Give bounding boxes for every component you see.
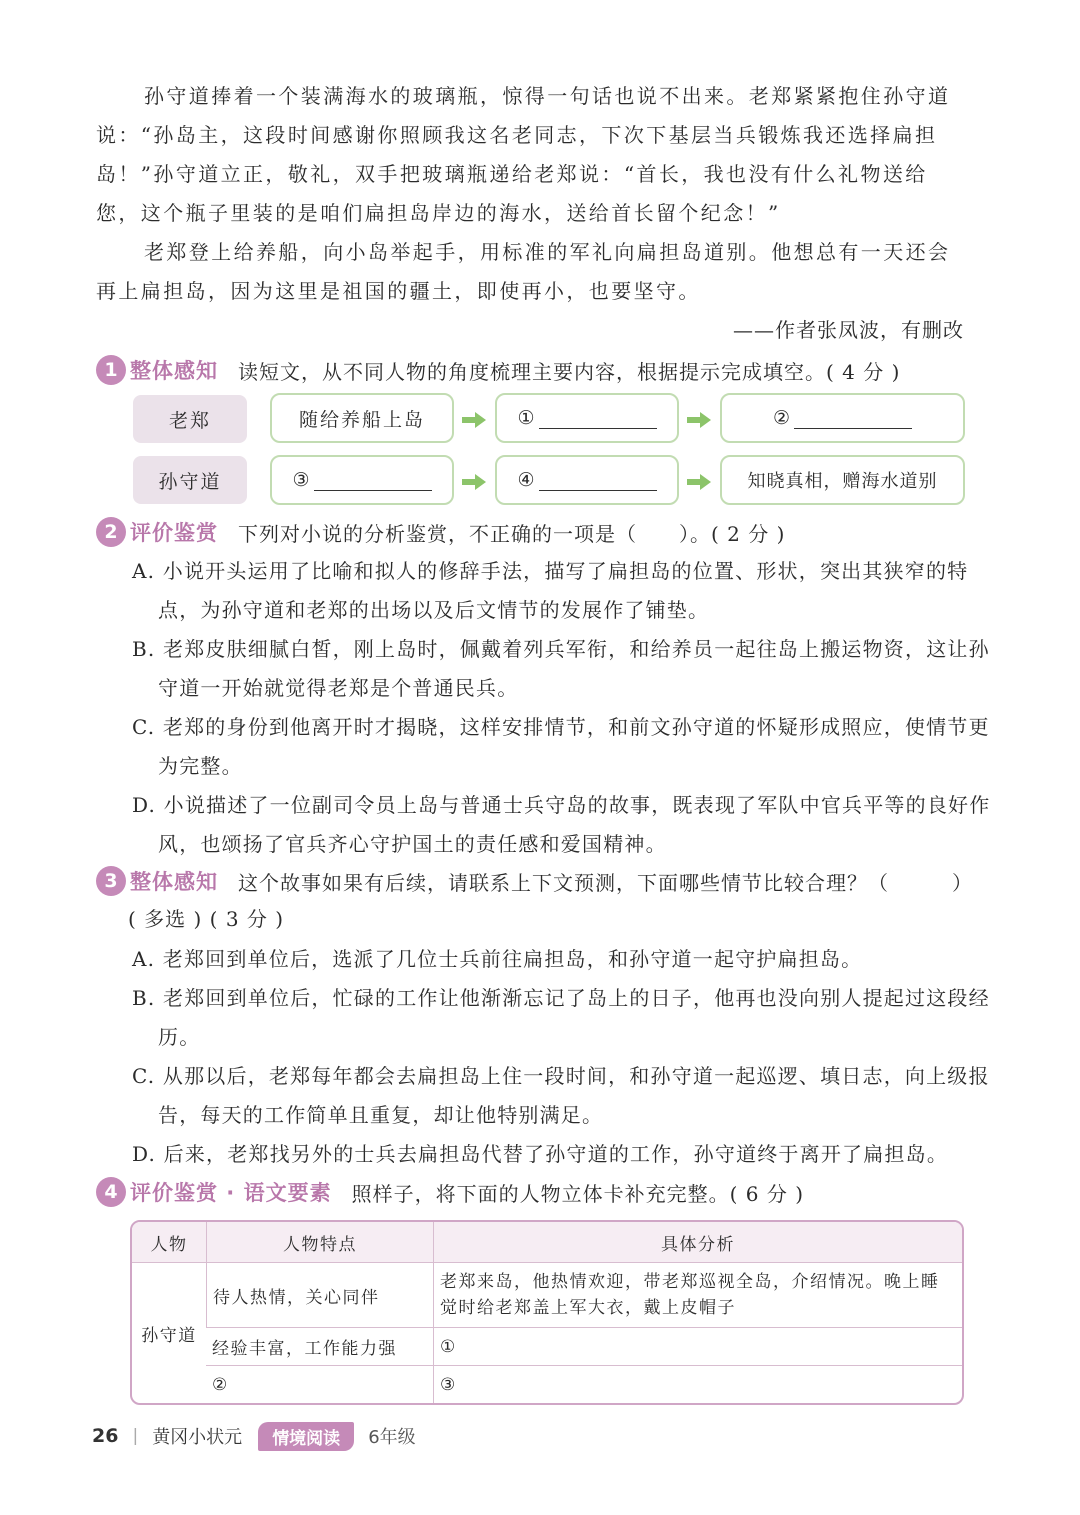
question-3-note: ( 多选 ) ( 3 分 ) <box>128 907 285 931</box>
question-number-badge: 1 <box>96 355 126 385</box>
arrow-right-icon <box>687 412 711 428</box>
option-a[interactable]: A. 老郑回到单位后，选派了几位士兵前往扁担岛，和孙守道一起守护扁担岛。 <box>132 947 863 971</box>
table-answer-cell[interactable]: ① <box>433 1327 962 1365</box>
brand-name: 黄冈小状元 <box>152 1427 243 1448</box>
question-tag: 评价鉴赏 <box>130 521 218 545</box>
question-text: 这个故事如果有后续，请联系上下文预测，下面哪些情节比较合理？（ ） <box>238 870 973 895</box>
option-d[interactable]: D. 后来，老郑找另外的士兵去扁担岛代替了孙守道的工作，孙守道终于离开了扁担岛。 <box>132 1142 949 1166</box>
flow-blank-2[interactable]: ② <box>720 393 965 443</box>
table-answer-cell[interactable]: ③ <box>433 1365 962 1403</box>
question-1-header <box>96 352 900 388</box>
option-b[interactable]: B. 老郑回到单位后，忙碌的工作让他渐渐忘记了岛上的日子，他再也没向别人提起过这段经历。 <box>132 986 990 1049</box>
flow-box: 知晓真相，赠海水道别 <box>720 455 965 505</box>
option-b[interactable]: B. 老郑皮肤细腻白皙，刚上岛时，佩戴着列兵军衔，和给养员一起往岛上搬运物资，这让孙守道一开始就觉得老郑是个普通民兵。 <box>132 637 990 700</box>
arrow-right-icon <box>462 412 486 428</box>
page-number: 26 <box>92 1425 119 1447</box>
option-c[interactable]: C. 老郑的身份到他离开时才揭晓，这样安排情节，和前文孙守道的怀疑形成照应，使情节更为完整。 <box>132 715 990 778</box>
table-header: 人物 <box>132 1222 206 1263</box>
flow-blank-3[interactable]: ③ <box>270 455 454 505</box>
story-attribution: ——作者张凤波，有删改 <box>733 318 964 342</box>
page-footer <box>92 1420 416 1452</box>
table-header: 具体分析 <box>433 1222 962 1263</box>
question-number-badge: 3 <box>96 866 126 896</box>
table-person-cell: 孙守道 <box>141 1325 197 1346</box>
flow-row-label-sunshoudao: 孙守道 <box>133 456 247 504</box>
question-tag: 整体感知 <box>130 359 218 383</box>
grade-label: 6年级 <box>368 1427 416 1448</box>
flow-blank-4[interactable]: ④ <box>495 455 679 505</box>
question-4-header <box>96 1174 804 1210</box>
character-card-table <box>130 1220 964 1405</box>
story-paragraph-1: 孙守道捧着一个装满海水的玻璃瓶，惊得一句话也说不出来。老郑紧紧抱住孙守道说：“孙岛主，这段时间感谢你照顾我这名老同志，下次下基层当兵锻炼我还选择扁担岛！”孙守道立正，敬礼，双手把玻璃瓶递给老郑说：“首长，我也没有什么礼物送给您，这个瓶子里装的是咱们扁担岛岸边的海水，送给首长留个纪念！” <box>96 84 951 225</box>
table-trait-cell: 经验丰富，工作能力强 <box>206 1327 433 1365</box>
question-text: 读短文，从不同人物的角度梳理主要内容，根据提示完成填空。( 4 分 ) <box>238 359 901 384</box>
question-text: 下列对小说的分析鉴赏，不正确的一项是（ ）。( 2 分 ) <box>238 521 786 546</box>
option-d[interactable]: D. 小说描述了一位副司令员上岛与普通士兵守岛的故事，既表现了军队中官兵平等的良好作风，也颂扬了官兵齐心守护国土的责任感和爱国精神。 <box>132 793 991 856</box>
arrow-right-icon <box>687 474 711 490</box>
option-a[interactable]: A. 小说开头运用了比喻和拟人的修辞手法，描写了扁担岛的位置、形状，突出其狭窄的特点，为孙守道和老郑的出场以及后文情节的发展作了铺垫。 <box>132 559 969 622</box>
table-answer-cell[interactable]: ② <box>206 1365 433 1403</box>
question-number-badge: 2 <box>96 517 126 547</box>
table-trait-cell: 待人热情，关心同伴 <box>206 1263 433 1327</box>
footer-divider: | <box>132 1426 139 1446</box>
table-header: 人物特点 <box>206 1222 433 1263</box>
question-2-header <box>96 514 785 550</box>
story-paragraph-2: 老郑登上给养船，向小岛举起手，用标准的军礼向扁担岛道别。他想总有一天还会再上扁担岛，因为这里是祖国的疆土，即使再小，也要坚守。 <box>96 240 951 303</box>
flow-row-label-laozheng: 老郑 <box>133 395 247 443</box>
series-badge: 情境阅读 <box>258 1422 354 1451</box>
question-tag: 评价鉴赏 · 语文要素 <box>130 1181 332 1205</box>
question-number-badge: 4 <box>96 1177 126 1207</box>
question-3-header <box>96 863 973 899</box>
flow-blank-1[interactable]: ① <box>495 393 679 443</box>
flow-box: 随给养船上岛 <box>270 393 454 443</box>
option-c[interactable]: C. 从那以后，老郑每年都会去扁担岛上住一段时间，和孙守道一起巡逻、填日志，向上级报告，每天的工作简单且重复，却让他特别满足。 <box>132 1064 990 1127</box>
table-analysis-cell: 老郑来岛，他热情欢迎，带老郑巡视全岛，介绍情况。晚上睡觉时给老郑盖上军大衣，戴上皮帽子 <box>433 1263 962 1327</box>
arrow-right-icon <box>462 474 486 490</box>
question-text: 照样子，将下面的人物立体卡补充完整。( 6 分 ) <box>351 1181 805 1206</box>
question-tag: 整体感知 <box>130 870 218 894</box>
